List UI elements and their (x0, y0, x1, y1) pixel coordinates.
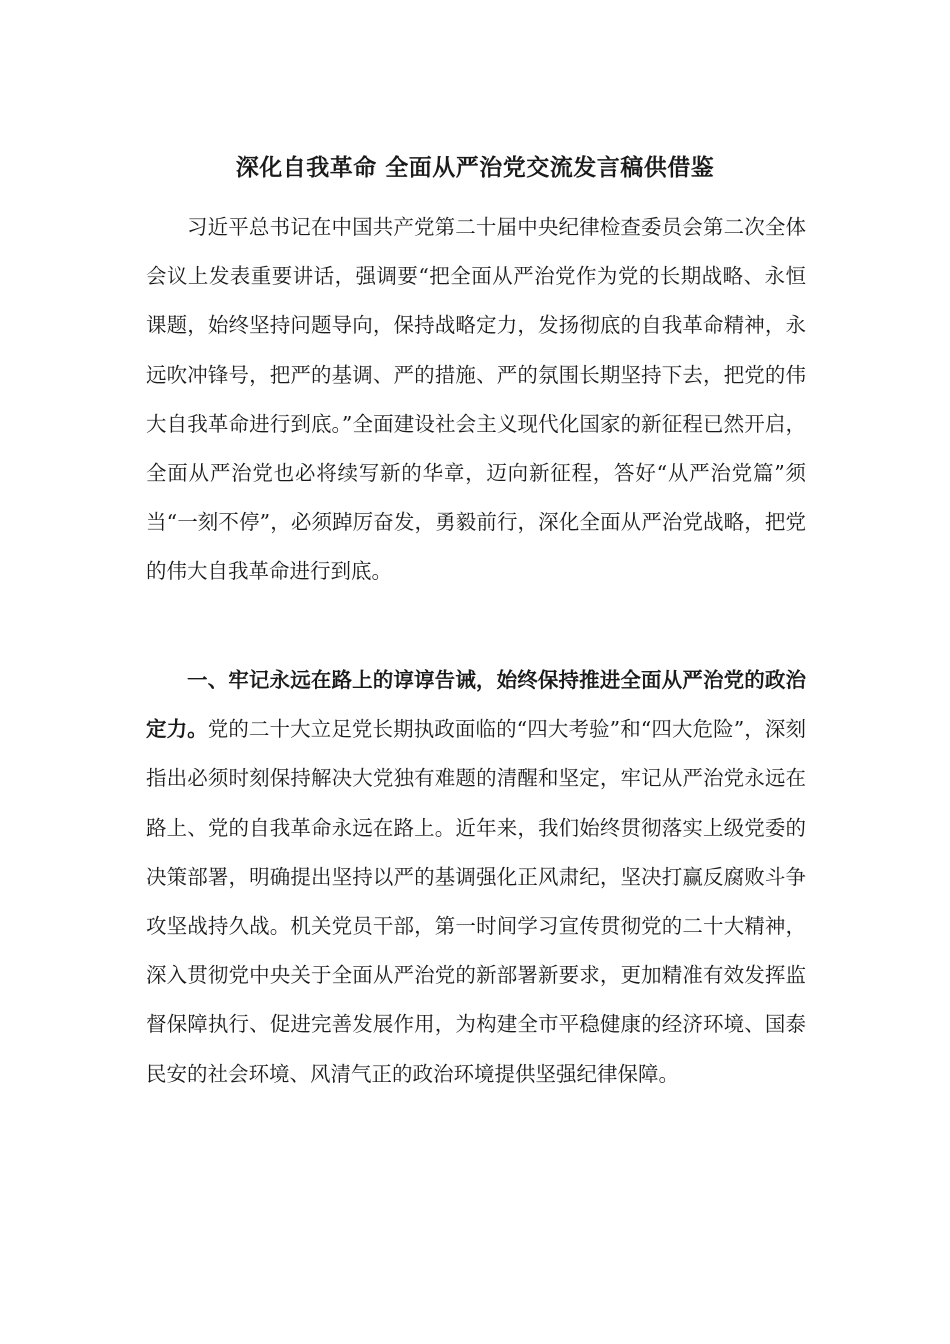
document-title: 深化自我革命 全面从严治党交流发言稿供借鉴 (235, 154, 715, 181)
section-one-heading: 一、牢记永远在路上的谆谆告诫，始终保持推进全面从严治党的政治定力。 (146, 668, 806, 742)
paragraph-intro: 习近平总书记在中国共产党第二十届中央纪律检查委员会第二次全体会议上发表重要讲话，强调要“把全面从严治党作为党的长期战略、永恒课题，始终坚持问题导向，保持战略定力，发扬彻底的自我革命精神，永远吹冲锋号，把严的基调、严的措施、严的氛围长期坚持下去，把党的伟大自我革命进行到底。”全面建设社会主义现代化国家的新征程已然开启，全面从严治党也必将续写新的华章，迈向新征程，答好“从严治党篇”须当“一刻不停”，必须踔厉奋发，勇毅前行，深化全面从严治党战略，把党的伟大自我革命进行到底。 (146, 215, 806, 584)
paragraph-section-one (146, 656, 806, 1099)
section-one-body: 党的二十大立足党长期执政面临的“四大考验”和“四大危险”，深刻指出必须时刻保持解决大党独有难题的清醒和坚定，牢记从严治党永远在路上、党的自我革命永远在路上。近年来，我们始终贯彻落实上级党委的决策部署，明确提出坚持以严的基调强化正风肃纪，坚决打赢反腐败斗争攻坚战持久战。机关党员干部，第一时间学习宣传贯彻党的二十大精神，深入贯彻党中央关于全面从严治党的新部署新要求，更加精准有效发挥监督保障执行、促进完善发展作用，为构建全市平稳健康的经济环境、国泰民安的社会环境、风清气正的政治环境提供坚强纪律保障。 (146, 717, 806, 1086)
